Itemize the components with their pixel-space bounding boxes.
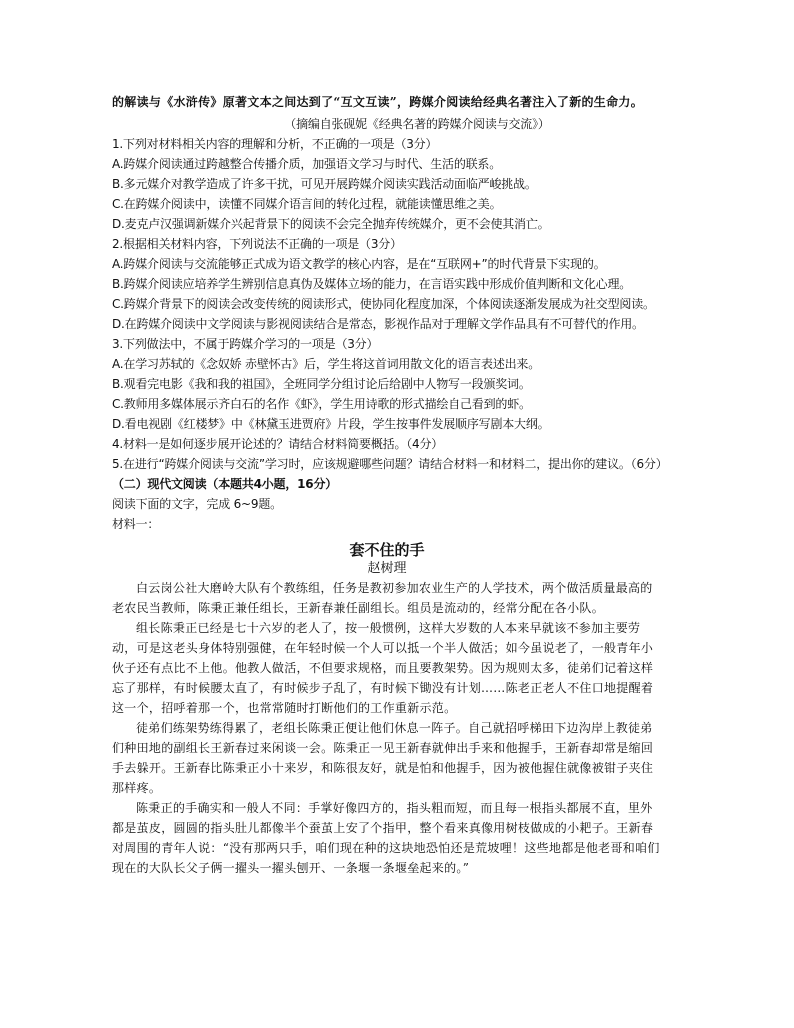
story-paragraph: 陈秉正的手确实和一般人不同：手掌好像四方的，指头粗而短，而且每一根指头都展不直，里外都是茧皮，圆圆的指头肚儿都像半个蚕茧上安了个指甲，整个看来真像用树枝做成的小耙子。王新春对周围的青年人说：“没有那两只手，咱们现在种的这块地恐怕还是荒坡哩！这些地都是他老哥和咱们现在的大队长父子俩一擢头一擢头刨开、一条堰一条堰垒起来的。”	[112, 801, 660, 875]
question-stem: 2.根据相关材料内容，下列说法不正确的一项是（3分）	[112, 237, 402, 251]
option-a: A.跨媒介阅读通过跨越整合传播介质，加强语文学习与时代、生活的联系。	[112, 157, 502, 171]
option-b: B.观看完电影《我和我的祖国》，全班同学分组讨论后给剧中人物写一段颁奖词。	[112, 377, 531, 391]
question-2	[112, 234, 662, 334]
section-heading: （二）现代文阅读（本题共4小题，16分）	[112, 477, 338, 491]
option-d: D.麦克卢汉强调新媒介兴起背景下的阅读不会完全抛弃传统媒介，更不会使其消亡。	[112, 217, 550, 231]
question-3	[112, 334, 662, 434]
option-b: B.跨媒介阅读应培养学生辨别信息真伪及媒体立场的能力，在言语实践中形成价值判断和文化心理。	[112, 277, 632, 291]
story-title: 套不住的手	[349, 541, 425, 559]
question-stem: 1.下列对材料相关内容的理解和分析，不正确的一项是（3分）	[112, 137, 438, 151]
story-body	[112, 578, 662, 878]
question-5: 5.在进行“跨媒介阅读与交流”学习时，应该规避哪些问题？请结合材料一和材料二，提出你的建议。（6分）	[112, 457, 668, 471]
intro-paragraph: 的解读与《水浒传》原著文本之间达到了“互文互读”，跨媒介阅读给经典名著注入了新的生命力。	[112, 95, 644, 109]
document-page	[112, 92, 668, 878]
question-4: 4.材料一是如何逐步展开论述的？请结合材料简要概括。（4分）	[112, 437, 444, 451]
material-label: 材料一：	[112, 517, 160, 531]
option-c: C.跨媒介背景下的阅读会改变传统的阅读形式，使协同化程度加深，个体阅读逐渐发展成为社交型阅读。	[112, 297, 655, 311]
instruction-text: 阅读下面的文字，完成 6~9题。	[112, 497, 282, 511]
story-paragraph: 徒弟们练架势练得累了，老组长陈秉正便让他们休息一阵子。自己就招呼梯田下边沟岸上教徒弟们种田地的副组长王新春过来闲谈一会。陈秉正一见王新春就伸出手来和他握手，王新春却常是缩回手去躲开。王新春比陈秉正小十来岁，和陈很友好，就是怕和他握手，因为被他握住就像被钳子夹住那样疼。	[112, 721, 654, 795]
story-author: 赵树理	[367, 561, 407, 576]
option-c: C.教师用多媒体展示齐白石的名作《虾》，学生用诗歌的形式描绘自己看到的虾。	[112, 397, 531, 411]
story-paragraph: 白云岗公社大磨岭大队有个教练组，任务是教初参加农业生产的人学技术，两个做活质量最高的老农民当教师，陈秉正兼任组长，王新春兼任副组长。组员是流动的，经常分配在各小队。	[112, 581, 653, 615]
option-c: C.在跨媒介阅读中，读懂不同媒介语言间的转化过程，就能读懂思维之美。	[112, 197, 502, 211]
option-a: A.跨媒介阅读与交流能够正式成为语文教学的核心内容，是在“互联网+”的时代背景下实现的。	[112, 257, 606, 271]
option-d: D.看电视剧《红楼梦》中《林黛玉进贾府》片段，学生按事件发展顺序写剧本大纲。	[112, 417, 550, 431]
option-d: D.在跨媒介阅读中文学阅读与影视阅读结合是常态，影视作品对于理解文学作品具有不可替代的作用。	[112, 317, 644, 331]
question-1	[112, 134, 662, 234]
story-paragraph: 组长陈秉正已经是七十六岁的老人了，按一般惯例，这样大岁数的人本来早就该不参加主要劳动，可是这老头身体特别强健，在年轻时候一个人可以抵一个半人做活；如今虽说老了，一般青年小伙子还有点比不上他。他教人做活，不但要求规格，而且要教架势。因为规则太多，徒弟们记着这样忘了那样，有时候腰太直了，有时候步子乱了，有时候下锄没有计划……陈老正老人不住口地提醒着这一个，招呼着那一个，也常常随时打断他们的工作重新示范。	[112, 621, 654, 715]
source-citation: （摘编自张砚妮《经典名著的跨媒介阅读与交流》）	[284, 117, 550, 131]
option-b: B.多元媒介对教学造成了许多干扰，可见开展跨媒介阅读实践活动面临严峻挑战。	[112, 177, 537, 191]
option-a: A.在学习苏轼的《念奴娇 赤壁怀古》后，学生将这首词用散文化的语言表述出来。	[112, 357, 541, 371]
question-stem: 3.下列做法中，不属于跨媒介学习的一项是（3分）	[112, 337, 379, 351]
